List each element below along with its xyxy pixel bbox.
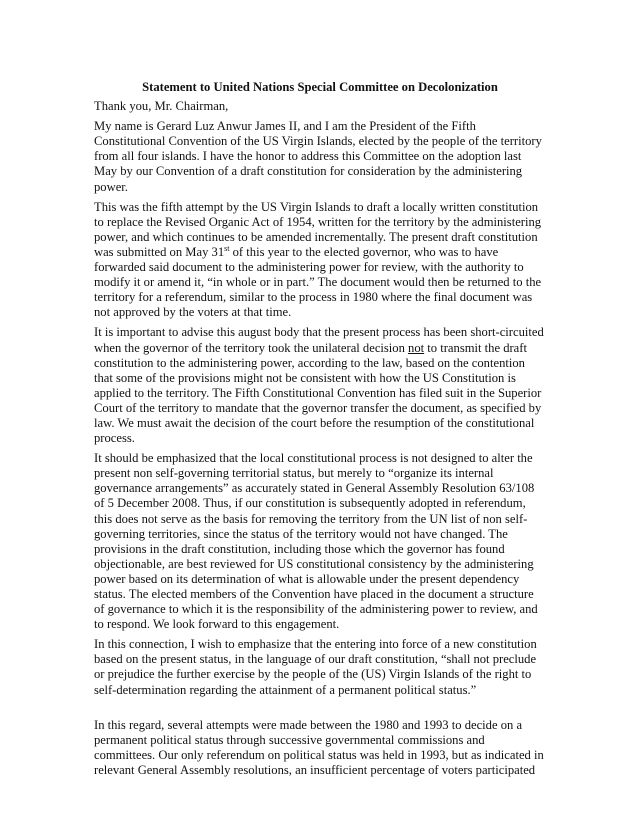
paragraph-political-status: In this regard, several attempts were made between the 1980 and 1993 to decide on a permanent political status through successive governmental commissions and committees. Our only referendum on political status was held in 1993, but as indicated in relevant General Assembly resolutions, an insufficient percentage of voters participated xyxy=(94,717,544,777)
paragraph-emphasized: It should be emphasized that the local constitutional process is not designed to alter the present non self-governing territorial status, but merely to “organize its internal governance arrangements” as accurately stated in General Assembly Resolution 63/108 of 5 December 2008. Thus, if our constitution is subsequently adopted in referendum, this does not serve as the basis for removing the territory from the UN list of non self-governing territories, since the status of the territory would not have changed. The provisions in the draft constitution, including those which the governor has found objectionable, are best reviewed for US constitutional consistency by the administering power based on its determination of what is allowable under the present dependency status. The elected members of the Convention have placed in the document a structure of governance to which it is the responsibility of the administering power to review, and to respond. We look forward to this engagement. xyxy=(94,451,538,632)
paragraph-connection: In this connection, I wish to emphasize that the entering into force of a new constitution based on the present status, in the language of our draft constitution, “shall not preclude or prejudice the further exercise by the people of the (US) Virgin Islands of the right to self-determination regarding the attainment of a permanent political status.” xyxy=(94,637,537,697)
paragraph-short-circuited xyxy=(94,325,546,446)
paragraph-fifth-attempt xyxy=(94,200,546,321)
paragraph-introduction: My name is Gerard Luz Anwur James II, and I am the President of the Fifth Constitutional Convention of the US Virgin Islands, elected by the people of the territory from all four islands. I have the honor to address this Committee on the adoption last May by our Convention of a draft constitution for consideration by the administering power. xyxy=(94,119,542,194)
ordinal-suffix: st xyxy=(224,243,230,253)
paragraph-short-circuited-part-1: It is important to advise this august body that the present process has been short-circuited when the governor of the territory took the unilateral decision xyxy=(94,325,544,355)
paragraph-fifth-attempt-part-2: of this year to the elected governor, who was to have forwarded said document to the administering power for review, with the authority to modify it or amend it, “in whole or in part.” The document would then be returned to the territory for a referendum, similar to the process in 1980 where the final document was not approved by the voters at that time. xyxy=(94,244,542,320)
paragraph-fifth-attempt-part-1: This was the fifth attempt by the US Virgin Islands to draft a locally written constitution to replace the Revised Organic Act of 1954, written for the territory by the administering power, and which continues to be amended incrementally. The present draft constitution was submitted on May 31 xyxy=(94,199,542,259)
document-body xyxy=(94,80,546,783)
document-title: Statement to United Nations Special Committee on Decolonization xyxy=(142,80,498,94)
greeting: Thank you, Mr. Chairman, xyxy=(94,99,229,114)
underlined-not: not xyxy=(408,340,425,355)
paragraph-short-circuited-part-2: to transmit the draft constitution to the administering power, according to the law, based on the contention that some of the provisions might not be consistent with how the US Constitution is applied to the territory. The Fifth Constitutional Convention has filed suit in the Superior Court of the territory to mandate that the governor transfer the document, as specified by law. We must await the decision of the court before the resumption of the constitutional process. xyxy=(94,340,542,446)
